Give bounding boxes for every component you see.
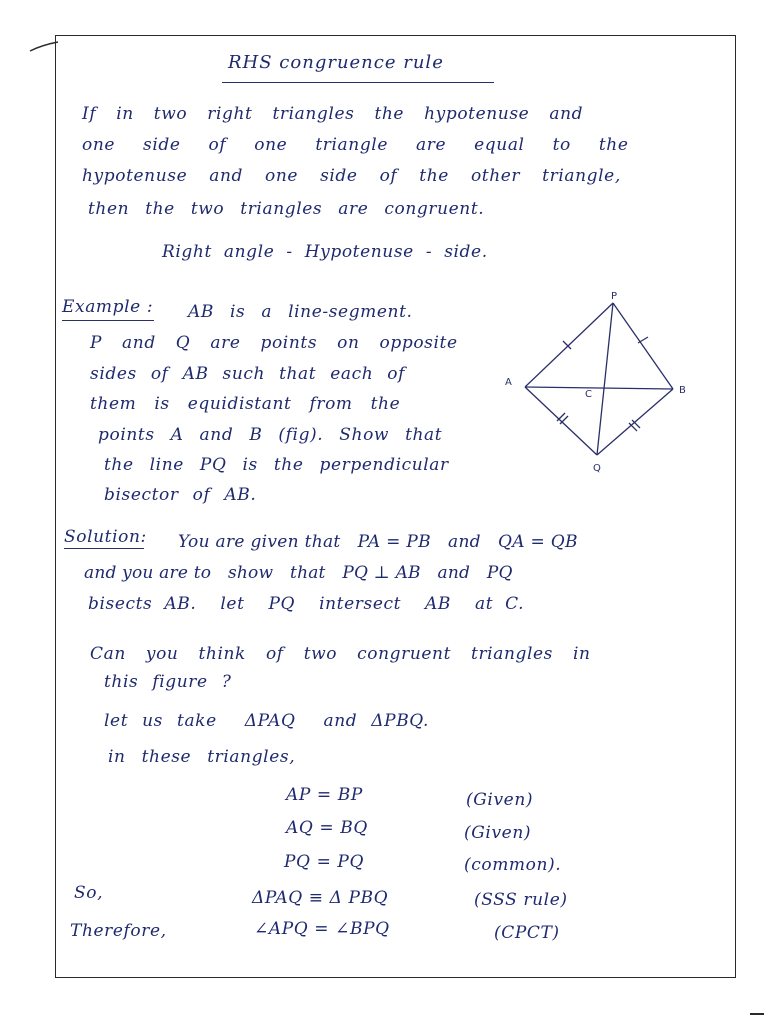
bottom-margin-dash <box>750 1013 764 1015</box>
segment-AB <box>525 387 673 389</box>
example-line-2: P and Q are points on opposite <box>90 333 458 353</box>
solution-line-1: You are given that PA = PB and QA = QB <box>178 532 578 552</box>
step-4-reason: (SSS rule) <box>474 890 568 910</box>
step-1-reason: (Given) <box>466 790 534 810</box>
example-line-3: sides of AB such that each of <box>90 364 406 384</box>
step-2-statement: AQ = BQ <box>286 818 368 838</box>
point-C-label: C <box>585 389 592 400</box>
segment-PA <box>525 303 613 387</box>
step-3-statement: PQ = PQ <box>284 852 365 872</box>
segment-PB <box>613 303 673 389</box>
vertex-P-label: P <box>611 291 618 302</box>
title-underline <box>222 82 494 83</box>
segment-BQ <box>597 389 673 455</box>
intro-line-2: one side of one triangle are equal to the <box>82 135 629 155</box>
take-triangles-line: let us take ΔPAQ and ΔPBQ. <box>104 711 429 731</box>
example-line-6: the line PQ is the perpendicular <box>104 455 449 475</box>
example-label-underline <box>62 320 154 321</box>
step-5-reason: (CPCT) <box>494 923 560 943</box>
vertex-Q-label: Q <box>593 463 601 474</box>
vertex-A-label: A <box>505 377 512 388</box>
step-1-statement: AP = BP <box>286 785 363 805</box>
rhombus-figure <box>495 285 705 480</box>
example-line-7: bisector of AB. <box>104 485 257 505</box>
step-4-prefix: So, <box>74 883 104 903</box>
example-line-1: AB is a line-segment. <box>188 302 413 322</box>
step-2-reason: (Given) <box>464 823 532 843</box>
step-5-prefix: Therefore, <box>70 921 167 941</box>
intro-line-3: hypotenuse and one side of the other triangle, <box>82 166 621 186</box>
example-line-5: points A and B (fig). Show that <box>98 425 443 445</box>
solution-line-2: and you are to show that PQ ⊥ AB and PQ <box>84 563 513 583</box>
example-line-4: them is equidistant from the <box>90 394 401 414</box>
rhs-expansion: Right angle - Hypotenuse - side. <box>162 242 488 262</box>
step-5-statement: ∠APQ = ∠BPQ <box>254 919 390 939</box>
vertex-B-label: B <box>679 385 686 396</box>
example-label: Example : <box>62 297 154 317</box>
solution-line-3: bisects AB. let PQ intersect AB at C. <box>88 594 525 614</box>
solution-label-underline <box>64 548 144 549</box>
segment-PQ <box>597 303 613 455</box>
step-4-statement: ΔPAQ ≡ Δ PBQ <box>252 888 389 908</box>
intro-line-4: then the two triangles are congruent. <box>88 199 485 219</box>
intro-line-1: If in two right triangles the hypotenuse and <box>82 104 584 124</box>
step-3-reason: (common). <box>464 855 562 875</box>
question-line-2: this figure ? <box>104 672 232 692</box>
page-title: RHS congruence rule <box>228 52 444 73</box>
question-line-1: Can you think of two congruent triangles in <box>90 644 591 664</box>
in-these-triangles-line: in these triangles, <box>108 747 296 767</box>
solution-label: Solution: <box>64 527 147 547</box>
